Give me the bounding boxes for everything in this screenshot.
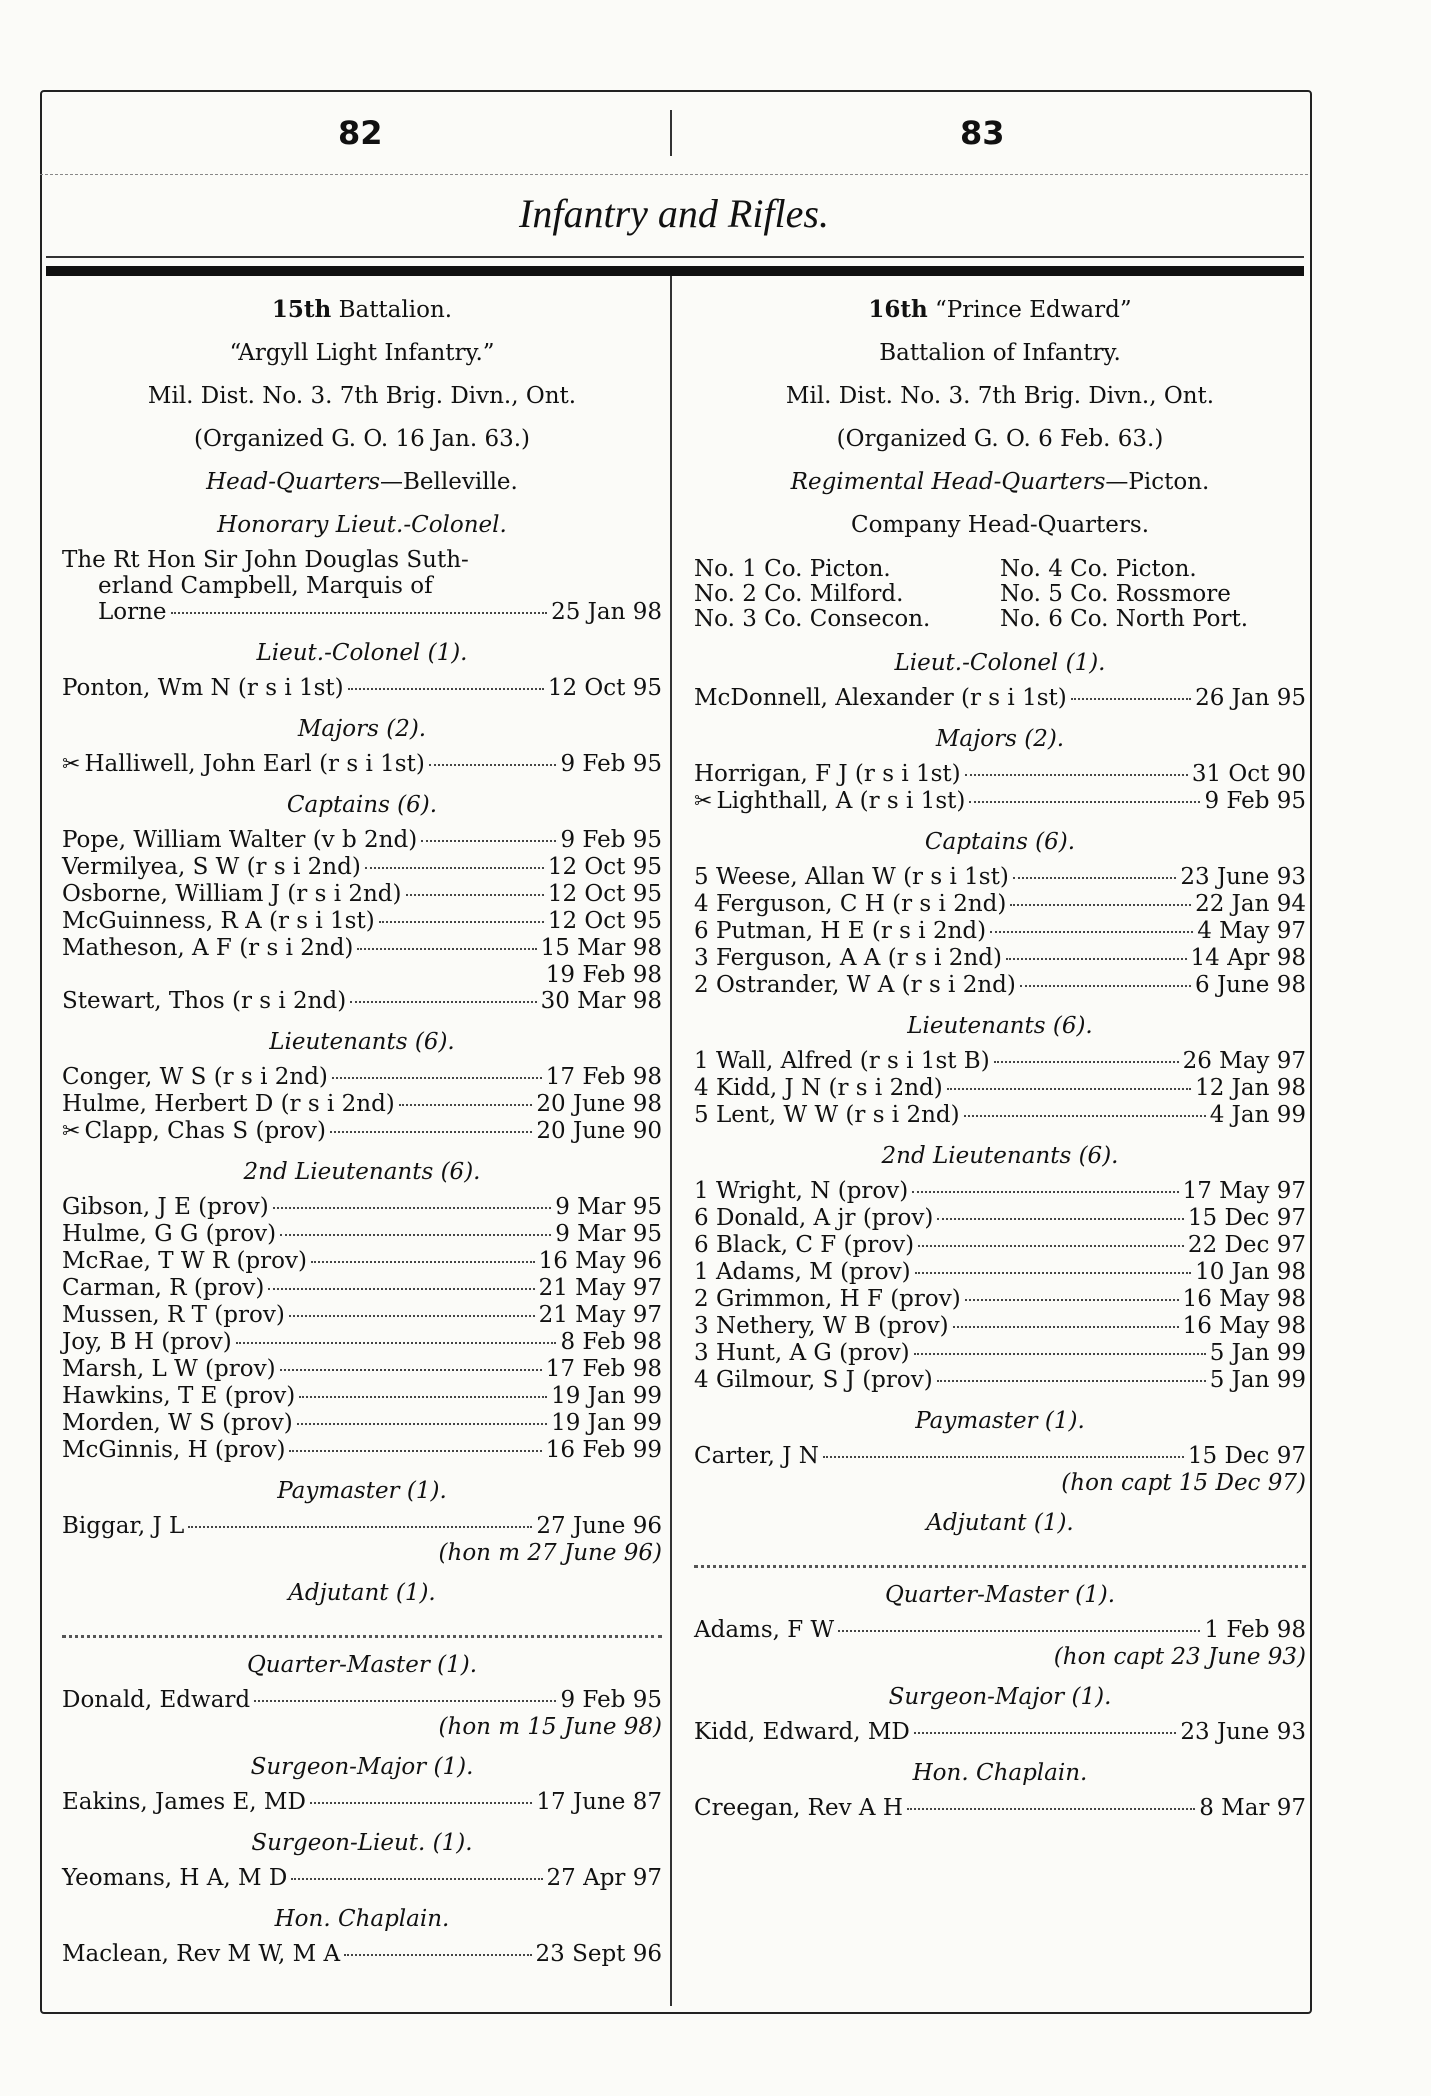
officer-entry: 2 Grimmon, H F (prov) 16 May 98 (694, 1286, 1306, 1312)
officer-entry: 3 Ferguson, A A (r s i 2nd) 14 Apr 98 (694, 945, 1306, 971)
battalion-subtitle: “Argyll Light Infantry.” (229, 340, 495, 366)
officer-entry: Maclean, Rev M W, M A 23 Sept 96 (62, 1941, 662, 1967)
officer-entry: Creegan, Rev A H 8 Mar 97 (694, 1795, 1306, 1821)
headquarters: Head-Quarters—Belleville. (206, 469, 518, 495)
officer-entry: Donald, Edward 9 Feb 95 (62, 1687, 662, 1713)
officer-entry: Horrigan, F J (r s i 1st) 31 Oct 90 (694, 761, 1306, 787)
captains-heading: Captains (6). (286, 792, 438, 818)
officer-entry: 6 Donald, A jr (prov) 15 Dec 97 (694, 1205, 1306, 1231)
military-district: Mil. Dist. No. 3. 7th Brig. Divn., Ont. (785, 383, 1215, 409)
officer-entry: Conger, W S (r s i 2nd) 17 Feb 98 (62, 1064, 662, 1090)
officer-entry: Hulme, Herbert D (r s i 2nd) 20 June 98 (62, 1091, 662, 1117)
officer-entry: McGinnis, H (prov) 16 Feb 99 (62, 1437, 662, 1463)
page-number-left: 82 (338, 114, 383, 152)
scissors-icon: ✂ (694, 789, 713, 814)
company-list (694, 557, 1306, 632)
officer-entry: 1 Wall, Alfred (r s i 1st B) 26 May 97 (694, 1048, 1306, 1074)
officer-entry: ✂ Lighthall, A (r s i 1st) 9 Feb 95 (694, 788, 1306, 814)
officer-entry: Carter, J N 15 Dec 97 (694, 1443, 1306, 1469)
officer-entry: McDonnell, Alexander (r s i 1st) 26 Jan 95 (694, 685, 1306, 711)
officer-entry: 5 Lent, W W (r s i 2nd) 4 Jan 99 (694, 1102, 1306, 1128)
thin-rule (46, 256, 1304, 258)
officer-entry: Ponton, Wm N (r s i 1st) 12 Oct 95 (62, 675, 662, 701)
officer-entry: ✂ Clapp, Chas S (prov) 20 June 90 (62, 1118, 662, 1144)
officer-entry: Joy, B H (prov) 8 Feb 98 (62, 1329, 662, 1355)
officer-entry: 3 Hunt, A G (prov) 5 Jan 99 (694, 1340, 1306, 1366)
officer-entry: Hawkins, T E (prov) 19 Jan 99 (62, 1383, 662, 1409)
officer-note: (hon m 15 June 98) (438, 1714, 662, 1740)
officer-entry: Pope, William Walter (v b 2nd) 9 Feb 95 (62, 827, 662, 853)
captains-heading: Captains (6). (924, 829, 1076, 855)
officer-entry: Carman, R (prov) 21 May 97 (62, 1275, 662, 1301)
officer-entry: 5 Weese, Allan W (r s i 1st) 23 June 93 (694, 864, 1306, 890)
officer-entry: 3 Nethery, W B (prov) 16 May 98 (694, 1313, 1306, 1339)
majors-heading: Majors (2). (297, 716, 427, 742)
officer-entry: 4 Kidd, J N (r s i 2nd) 12 Jan 98 (694, 1075, 1306, 1101)
officer-entry: 4 Gilmour, S J (prov) 5 Jan 99 (694, 1367, 1306, 1393)
organized-note: (Organized G. O. 6 Feb. 63.) (836, 426, 1164, 452)
surgeon-lieut-heading: Surgeon-Lieut. (1). (251, 1830, 473, 1856)
adjutant-heading: Adjutant (1). (288, 1580, 436, 1606)
officer-note: (hon capt 23 June 93) (1053, 1644, 1306, 1670)
officer-entry: 1 Adams, M (prov) 10 Jan 98 (694, 1259, 1306, 1285)
section-title: Infantry and Rifles. (519, 191, 829, 236)
officer-note: (hon m 27 June 96) (438, 1540, 662, 1566)
page-number-right: 83 (960, 114, 1005, 152)
second-lieutenants-heading: 2nd Lieutenants (6). (881, 1143, 1119, 1169)
scissors-icon: ✂ (62, 1119, 81, 1144)
surgeon-major-heading: Surgeon-Major (1). (888, 1684, 1112, 1710)
company-item: No. 2 Co. Milford. (694, 581, 904, 607)
right-column-16th-battalion (694, 298, 1306, 1822)
officer-entry: Morden, W S (prov) 19 Jan 99 (62, 1410, 662, 1436)
officer-entry: 1 Wright, N (prov) 17 May 97 (694, 1178, 1306, 1204)
officer-entry: McRae, T W R (prov) 16 May 96 (62, 1248, 662, 1274)
officer-entry: Yeomans, H A, M D 27 Apr 97 (62, 1865, 662, 1891)
vacant-dots (62, 1615, 662, 1638)
hon-lt-col-line: The Rt Hon Sir John Douglas Suth- (62, 547, 469, 573)
officer-note: (hon capt 15 Dec 97) (1061, 1470, 1306, 1496)
officer-entry: Stewart, Thos (r s i 2nd) 30 Mar 98 (62, 988, 662, 1014)
header-dash-line (40, 174, 1308, 175)
company-item: No. 4 Co. Picton. (1000, 556, 1197, 582)
hon-lt-col-entry: Lorne 25 Jan 98 (98, 599, 662, 625)
lieutenants-heading: Lieutenants (6). (907, 1013, 1093, 1039)
officer-entry: 2 Ostrander, W A (r s i 2nd) 6 June 98 (694, 972, 1306, 998)
battalion-title: 15th Battalion. (271, 296, 453, 323)
officer-entry: 6 Putman, H E (r s i 2nd) 4 May 97 (694, 918, 1306, 944)
officer-entry: Mussen, R T (prov) 21 May 97 (62, 1302, 662, 1328)
company-hq-heading: Company Head-Quarters. (850, 512, 1150, 538)
officer-entry: Biggar, J L 27 June 96 (62, 1513, 662, 1539)
company-item: No. 6 Co. North Port. (1000, 606, 1249, 632)
hon-lt-col-heading: Honorary Lieut.-Colonel. (217, 512, 507, 538)
officer-entry: Eakins, James E, MD 17 June 87 (62, 1789, 662, 1815)
paymaster-heading: Paymaster (1). (915, 1408, 1085, 1434)
officer-entry: Matheson, A F (r s i 2nd) 15 Mar 98 (62, 935, 662, 961)
quarter-master-heading: Quarter-Master (1). (246, 1652, 478, 1678)
surgeon-major-heading: Surgeon-Major (1). (250, 1754, 474, 1780)
quarter-master-heading: Quarter-Master (1). (884, 1582, 1116, 1608)
header-divider (670, 110, 672, 156)
military-district: Mil. Dist. No. 3. 7th Brig. Divn., Ont. (147, 383, 577, 409)
battalion-title: 16th “Prince Edward” (868, 296, 1132, 323)
lt-col-heading: Lieut.-Colonel (1). (256, 640, 468, 666)
officer-entry: Adams, F W 1 Feb 98 (694, 1617, 1306, 1643)
officer-entry: Marsh, L W (prov) 17 Feb 98 (62, 1356, 662, 1382)
battalion-subtitle: Battalion of Infantry. (879, 340, 1121, 366)
page-header (40, 90, 1308, 246)
officer-entry: 6 Black, C F (prov) 22 Dec 97 (694, 1232, 1306, 1258)
officer-extra-date: 19 Feb 98 (545, 962, 662, 988)
hon-lt-col-line: erland Campbell, Marquis of (98, 573, 433, 599)
hon-chaplain-heading: Hon. Chaplain. (274, 1906, 450, 1932)
vacant-dots (694, 1545, 1306, 1568)
company-item: No. 3 Co. Consecon. (694, 606, 931, 632)
lieutenants-heading: Lieutenants (6). (269, 1029, 455, 1055)
thick-rule (46, 266, 1304, 276)
scissors-icon: ✂ (62, 752, 81, 777)
company-item: No. 5 Co. Rossmore (1000, 581, 1231, 607)
majors-heading: Majors (2). (935, 726, 1065, 752)
organized-note: (Organized G. O. 16 Jan. 63.) (194, 426, 530, 452)
officer-entry: Osborne, William J (r s i 2nd) 12 Oct 95 (62, 881, 662, 907)
lt-col-heading: Lieut.-Colonel (1). (894, 650, 1106, 676)
officer-entry: Hulme, G G (prov) 9 Mar 95 (62, 1221, 662, 1247)
column-divider (670, 276, 672, 2006)
officer-entry: ✂ Halliwell, John Earl (r s i 1st) 9 Feb 95 (62, 751, 662, 777)
officer-entry: Kidd, Edward, MD 23 June 93 (694, 1719, 1306, 1745)
headquarters: Regimental Head-Quarters—Picton. (790, 469, 1210, 495)
officer-entry: McGuinness, R A (r s i 1st) 12 Oct 95 (62, 908, 662, 934)
left-column-15th-battalion (62, 298, 662, 1968)
adjutant-heading: Adjutant (1). (926, 1510, 1074, 1536)
company-item: No. 1 Co. Picton. (694, 556, 891, 582)
paymaster-heading: Paymaster (1). (277, 1478, 447, 1504)
second-lieutenants-heading: 2nd Lieutenants (6). (243, 1159, 481, 1185)
hon-chaplain-heading: Hon. Chaplain. (912, 1760, 1088, 1786)
officer-entry: Gibson, J E (prov) 9 Mar 95 (62, 1194, 662, 1220)
officer-entry: 4 Ferguson, C H (r s i 2nd) 22 Jan 94 (694, 891, 1306, 917)
officer-entry: Vermilyea, S W (r s i 2nd) 12 Oct 95 (62, 854, 662, 880)
